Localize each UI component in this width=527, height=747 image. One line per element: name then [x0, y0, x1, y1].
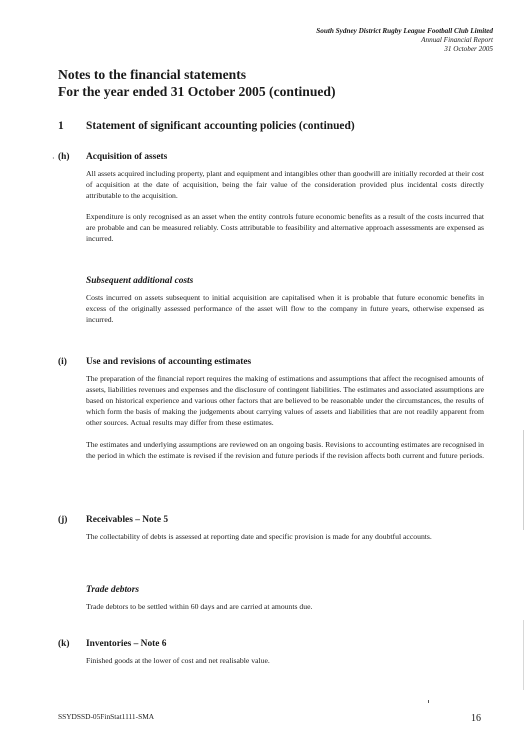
subsection-h-paragraph-1: All assets acquired including property, plant and equipment and intangibles other than goodwill are initially recorded at their cost of acquisition at the date of acquisition, being the fair value of the consideration provided plus incidental costs directly attributable to the acquisition.: [86, 169, 484, 200]
margin-mark: ·: [52, 154, 55, 163]
subsection-k-title: Inventories – Note 6: [86, 639, 167, 649]
scan-edge-line-lower: [523, 620, 524, 690]
section-heading: [58, 120, 355, 132]
page-title: [58, 66, 336, 100]
subsection-i-paragraph-2: The estimates and underlying assumptions are reviewed on an ongoing basis. Revisions to accounting estimates are recognised in the period in which the estimate is revised if the revision and future periods if the revision affects both current and future periods.: [86, 440, 484, 460]
subsection-k-paragraph-1: Finished goods at the lower of cost and net realisable value.: [86, 656, 270, 665]
subsection-k-label: (k): [58, 639, 70, 649]
subsection-j-paragraph-2: Trade debtors to be settled within 60 days and are carried at amounts due.: [86, 602, 313, 611]
subsection-h-title: Acquisition of assets: [86, 152, 168, 162]
subsection-h-label: (h): [58, 152, 70, 162]
subsection-h-paragraph-2: Expenditure is only recognised as an asset when the entity controls future economic benefits as a result of the costs incurred that are probable and can be measured reliably. Costs attributable to feasibility and alternative approach assessments are expensed as incurred.: [86, 212, 484, 243]
running-header: [316, 27, 493, 55]
scan-speck: [428, 700, 429, 703]
subsection-h-paragraph-3: Costs incurred on assets subsequent to initial acquisition are capitalised when it is probable that future economic benefits in excess of the originally assessed performance of the asset will flow to the company in future years, otherwise expensed as incurred.: [86, 293, 484, 324]
header-report-name: Annual Financial Report: [421, 36, 493, 45]
scan-edge-line: [523, 430, 524, 530]
subsection-i-label: (i): [58, 357, 67, 367]
title-line-1: Notes to the financial statements: [58, 67, 247, 82]
title-line-2: For the year ended 31 October 2005 (continued): [58, 84, 336, 99]
section-title: Statement of significant accounting policies (continued): [86, 120, 355, 132]
subsection-h-heading: [58, 152, 167, 162]
subsection-j-paragraph-1: The collectability of debts is assessed at reporting date and specific provision is made for any doubtful accounts.: [86, 532, 432, 541]
subsection-j-subheading: Trade debtors: [86, 585, 140, 595]
subsection-j-title: Receivables – Note 5: [86, 515, 169, 525]
header-organisation: South Sydney District Rugby League Football Club Limited: [316, 27, 493, 35]
header-date: 31 October 2005: [444, 45, 493, 54]
footer-document-code: SSYDSSD-05FinStat1111-SMA: [58, 712, 155, 721]
subsection-i-paragraph-1: The preparation of the financial report requires the making of estimations and assumptions that affect the recognised amounts of assets, liabilities revenues and expenses and the disclosure of contingent liabilities. The estimates and associated assumptions are based on historical experience and various other factors that are believed to be reasonable under the circumstances, the results of which form the basis of making the judgements about carrying values of assets and liabilities that are not readily apparent from other sources. Actual results may differ from these estimates.: [86, 374, 484, 427]
subsection-i-title: Use and revisions of accounting estimates: [86, 357, 252, 367]
section-number: 1: [58, 120, 64, 132]
subsection-i-heading: [58, 357, 251, 367]
subsection-k-heading: [58, 639, 166, 649]
subsection-j-label: (j): [58, 515, 68, 525]
subsection-h-subheading: Subsequent additional costs: [86, 276, 194, 286]
footer-page-number: 16: [471, 713, 481, 724]
subsection-j-heading: [58, 515, 168, 525]
